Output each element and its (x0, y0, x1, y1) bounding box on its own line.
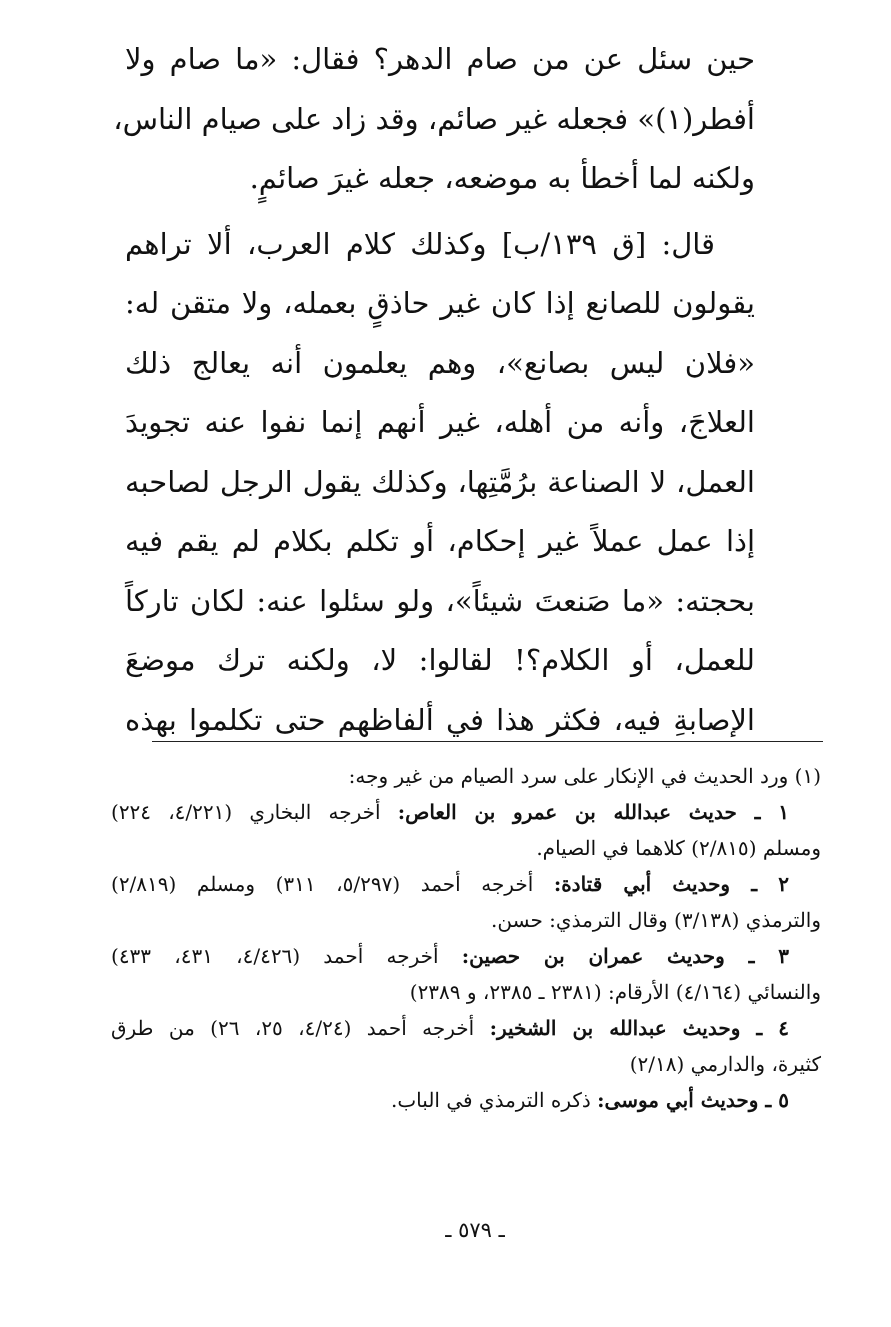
footnote-item-text: أخرجه البخاري (٤/٢٢١، ٢٢٤) (111, 800, 381, 824)
footnote-item-3-line-1 (111, 938, 821, 974)
footnote-item-1-line-2: ومسلم (٢/٨١٥) كلاهما في الصيام. (536, 836, 821, 860)
footnote-item-heading: ١ ـ حديث عبدالله بن عمرو بن العاص: (397, 800, 790, 824)
paragraph-1 (113, 30, 755, 209)
footnote-item-heading: ٥ ـ وحديث أبي موسى: (597, 1088, 789, 1112)
paragraph-2 (125, 215, 755, 751)
footnote-item-text: أخرجه أحمد (٤/٤٢٦، ٤٣١، ٤٣٣) (111, 944, 439, 968)
footnote-item-heading: ٤ ـ وحديث عبدالله بن الشخير: (489, 1016, 789, 1040)
footnote-item-2-line-2: والترمذي (٣/١٣٨) وقال الترمذي: حسن. (491, 908, 821, 932)
footnote-item-4-line-1 (111, 1010, 821, 1046)
footnote-intro-line (111, 758, 821, 794)
footnote-separator-rule (152, 741, 823, 742)
footnote-item-3-line-2: والنسائي (٤/١٦٤) الأرقام: (٢٣٨١ ـ ٢٣٨٥، و ٢٣٨٩) (409, 980, 821, 1004)
footnote-item-1-line-1 (111, 794, 821, 830)
text-line: حين سئل عن من صام الدهر؟ فقال: «ما صام ولا (125, 42, 755, 76)
text-line: للعمل، أو الكلام؟! لقالوا: لا، ولكنه ترك موضعَ (125, 643, 755, 677)
footnotes-section (111, 758, 821, 1118)
footnote-item-heading: ٢ ـ وحديث أبي قتادة: (553, 872, 790, 896)
text-line: العمل، لا الصناعة برُمَّتِها، وكذلك يقول الرجل لصاحبه (125, 464, 755, 499)
page-number: ـ ٥٧٩ ـ (445, 1218, 505, 1242)
text-line: إذا عمل عملاً غير إحكام، أو تكلم بكلام لم يقم فيه (125, 524, 755, 558)
text-line: يقولون للصانع إذا كان غير حاذقٍ بعمله، ولا متقن له: (125, 286, 755, 320)
text-line: أفطر(١)» فجعله غير صائم، وقد زاد على صيام الناس، (113, 101, 755, 136)
text-line: ولكنه لما أخطأ به موضعه، جعله غيرَ صائمٍ. (249, 161, 755, 195)
footnote-item-5-line-1 (111, 1082, 821, 1118)
text-line: بحجته: «ما صَنعتَ شيئاً»، ولو سئلوا عنه: لكان تاركاً (125, 583, 755, 618)
footnote-item-2-line-1 (111, 866, 821, 902)
text-line: العلاجَ، وأنه من أهله، غير أنهم إنما نفوا عنه تجويدَ (125, 405, 755, 439)
footnote-item-text: أخرجه أحمد (٤/٢٤، ٢٥، ٢٦) من طرق (111, 1016, 475, 1040)
footnote-item-heading: ٣ ـ وحديث عمران بن حصين: (461, 944, 789, 968)
text-line: قال: [ق ١٣٩/ب] وكذلك كلام العرب، ألا تراهم (125, 226, 716, 261)
footnote-item-text: ذكره الترمذي في الباب. (391, 1088, 591, 1112)
text-line: «فلان ليس بصانع»، وهم يعلمون أنه يعالج ذلك (125, 345, 755, 380)
text-line: الإصابةِ فيه، فكثر هذا في ألفاظهم حتى تكلموا بهذه (125, 702, 755, 737)
footnote-intro: ورد الحديث في الإنكار على سرد الصيام من غير وجه: (348, 764, 789, 788)
footnote-item-4-line-2: كثيرة، والدارمي (٢/١٨) (629, 1052, 821, 1076)
footnote-marker: (١) (794, 764, 821, 788)
footnote-item-text: أخرجه أحمد (٥/٢٩٧، ٣١١) ومسلم (٢/٨١٩) (111, 872, 534, 896)
main-text-body (113, 30, 755, 750)
